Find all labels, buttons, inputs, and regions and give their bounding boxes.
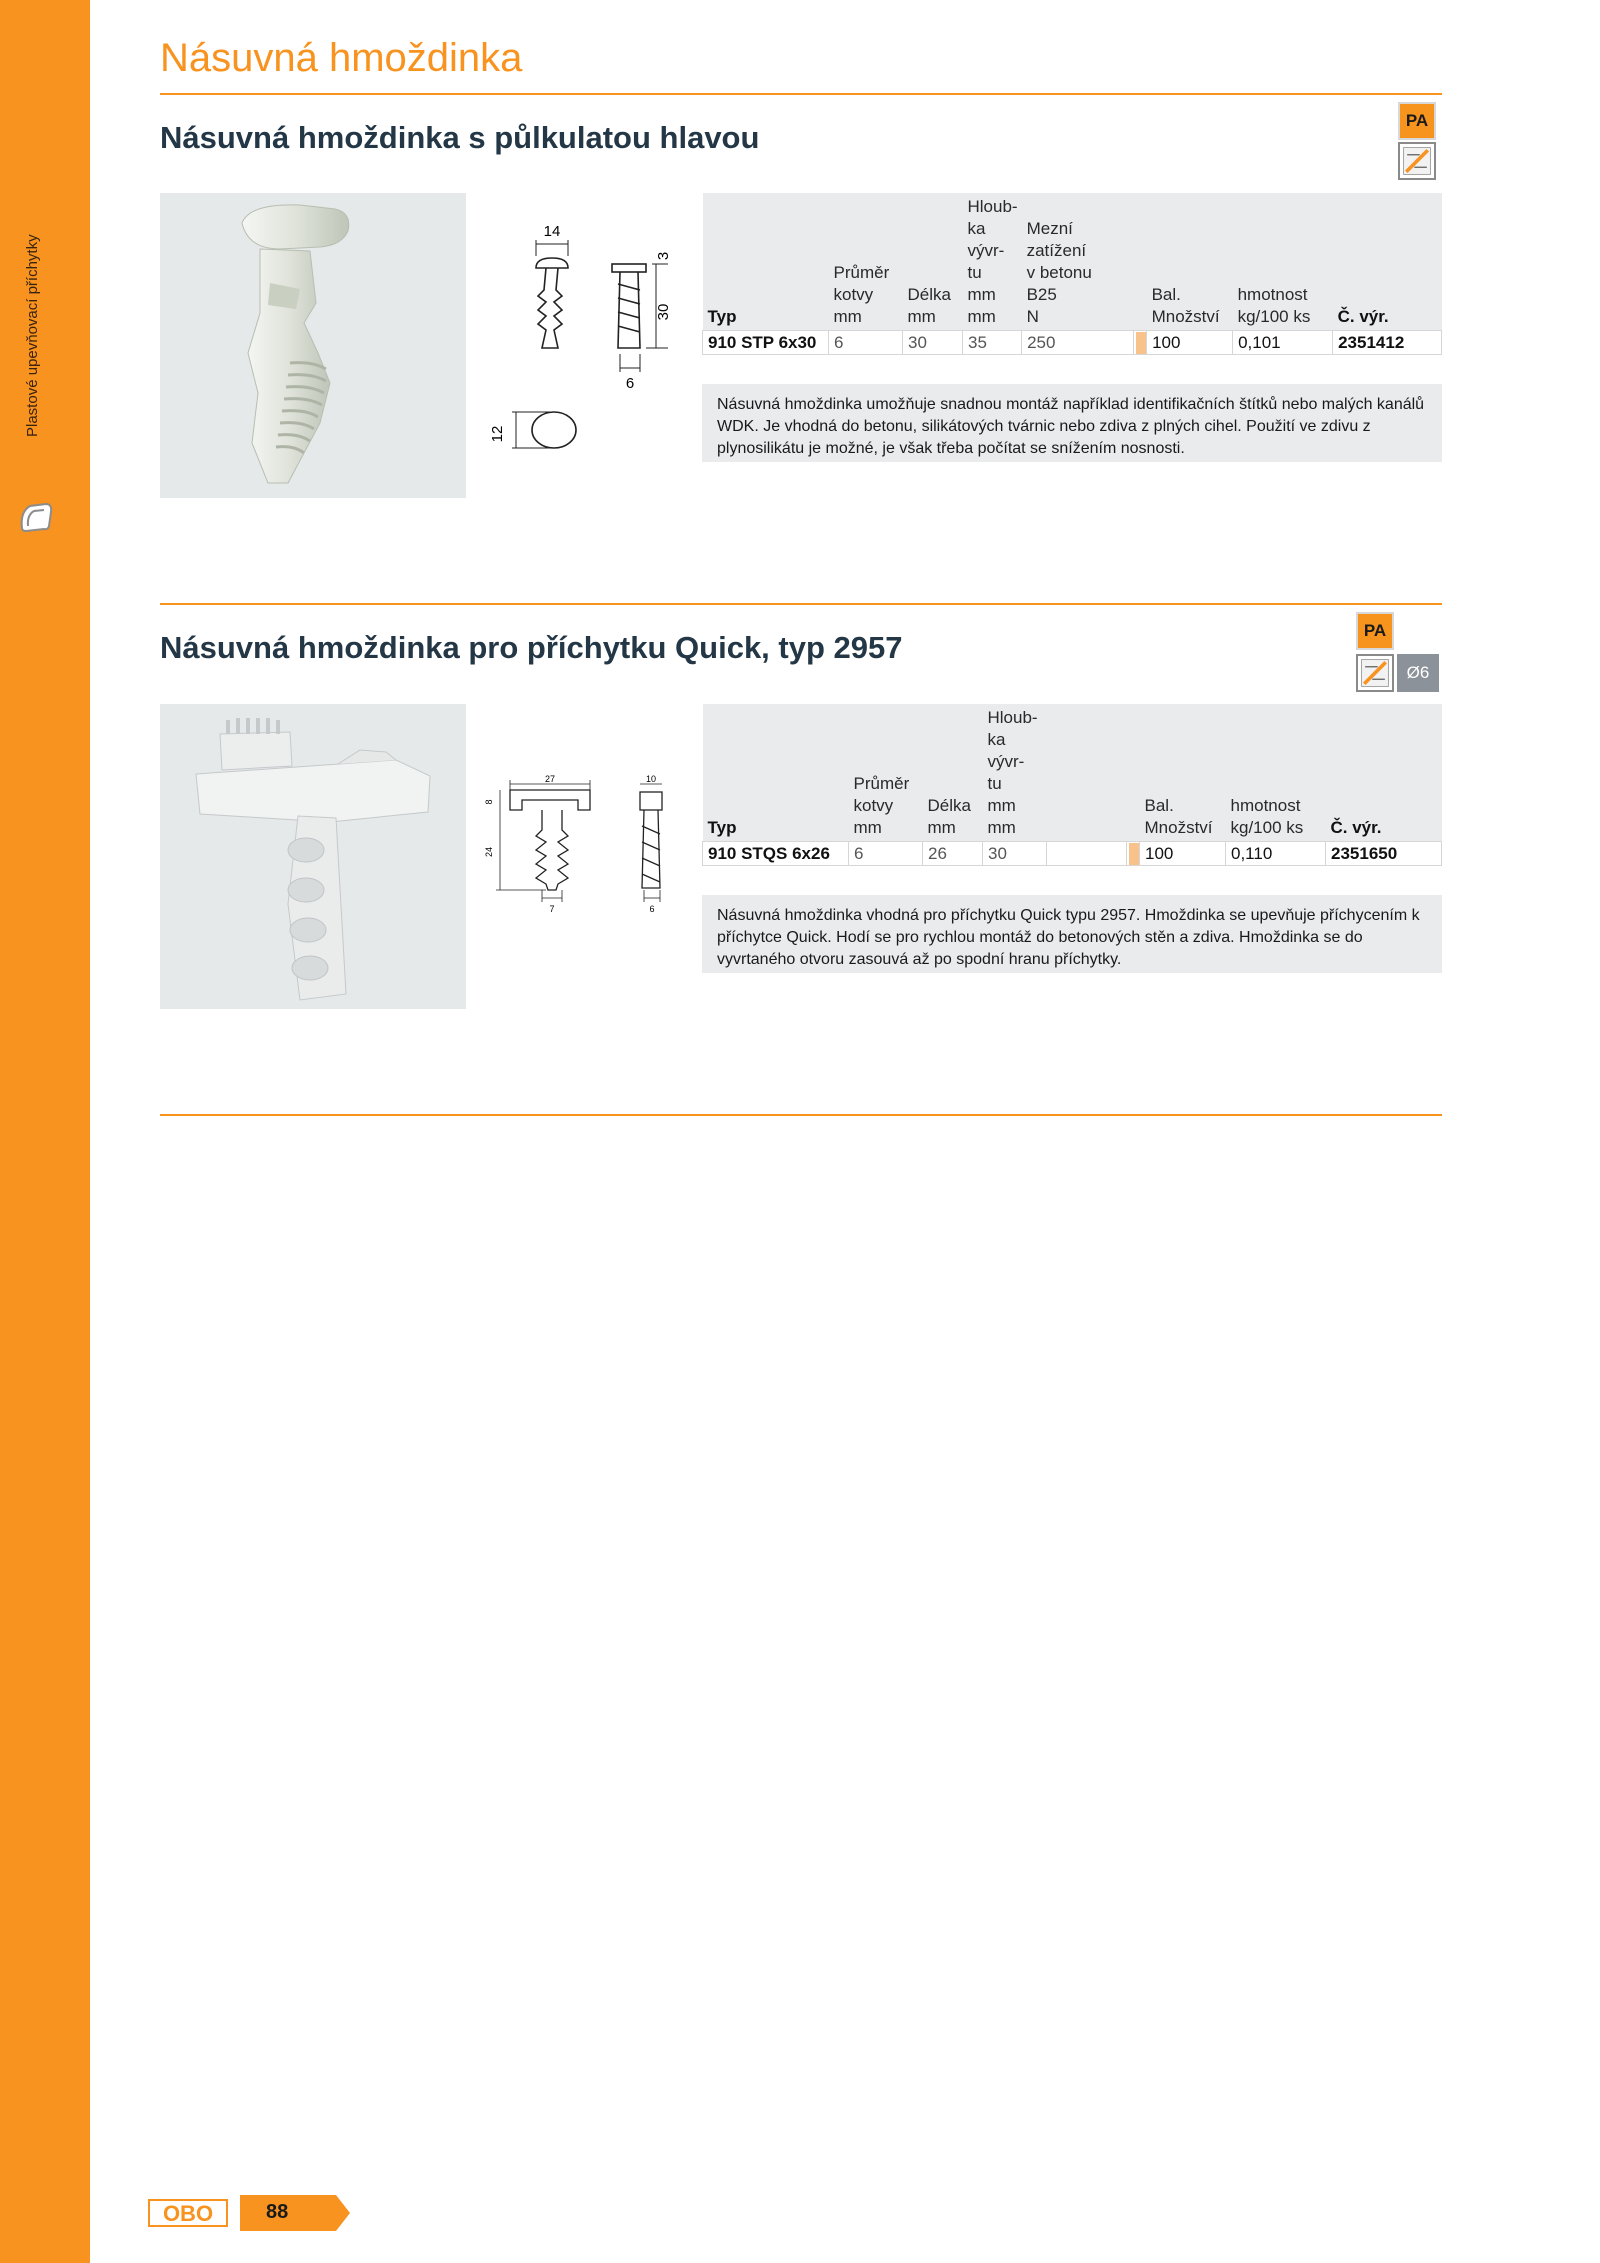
product-photo: [160, 704, 466, 1009]
section-title: Násuvná hmoždinka s půlkulatou hlavou: [160, 120, 760, 155]
col-cvyr: Č. výr.: [1333, 193, 1442, 331]
sidebar-label: Plastové upevňovací příchytky: [24, 234, 41, 437]
table-row: [703, 842, 1442, 866]
col-bal: Bal. Množství: [1140, 704, 1226, 842]
section-divider: [160, 1114, 1442, 1116]
cell-delka: 30: [903, 331, 963, 355]
col-delka: Délka mm: [903, 193, 963, 331]
cell-delka: 26: [923, 842, 983, 866]
cell-mezni: [1047, 842, 1127, 866]
page-number-tab: [240, 2193, 352, 2233]
product-photo: [160, 193, 466, 498]
col-typ: Typ: [703, 704, 849, 842]
plug-image: [160, 193, 466, 498]
dim-width: 27: [544, 774, 556, 784]
dim-top: 8: [484, 799, 494, 805]
col-cvyr: Č. výr.: [1326, 704, 1442, 842]
col-delka: Délka mm: [923, 704, 983, 842]
dim-dia: 7: [549, 904, 555, 914]
dim-side-dia: 6: [649, 904, 655, 914]
table-header-row: [703, 704, 1442, 842]
cell-cvyr: 2351412: [1333, 331, 1442, 355]
cell-prumer: 6: [829, 331, 903, 355]
col-bal: Bal. Množství: [1147, 193, 1233, 331]
section-divider: [160, 603, 1442, 605]
col-typ: Typ: [703, 193, 829, 331]
col-empty: [1047, 704, 1127, 842]
material-badge: PA: [1398, 102, 1436, 140]
title-divider: [160, 93, 1442, 95]
col-hloubka: Hloub- ka vývr- tu mm mm: [983, 704, 1047, 842]
cell-typ: 910 STP 6x30: [703, 331, 829, 355]
spec-table: [702, 193, 1442, 355]
cell-mezni: 250: [1022, 331, 1134, 355]
material-badge: PA: [1356, 612, 1394, 650]
dim-head-height: 3: [655, 251, 672, 261]
cell-hmotnost: 0,101: [1233, 331, 1333, 355]
dim-diameter: 6: [625, 375, 635, 392]
table-row: [703, 331, 1442, 355]
clip-icon: [16, 498, 56, 534]
spec-table: [702, 704, 1442, 866]
obo-logo: [148, 2196, 228, 2230]
technical-drawing: [480, 220, 680, 470]
col-prumer: Průměr kotvy mm: [829, 193, 903, 331]
certificate-icon: [1356, 654, 1394, 692]
col-mezni: Mezní zatížení v betonu B25 N: [1022, 193, 1134, 331]
cell-hmotnost: 0,110: [1226, 842, 1326, 866]
cell-bal: 100: [1147, 331, 1233, 355]
page-number: 88: [266, 2201, 289, 2223]
dim-head-size: 12: [489, 425, 506, 443]
col-hmotnost: hmotnost kg/100 ks: [1233, 193, 1333, 331]
technical-drawing: [480, 770, 680, 950]
product-description: Násuvná hmoždinka vhodná pro příchytku Quick typu 2957. Hmoždinka se upevňuje příchycením k příchytce Quick. Hodí se pro rychlou montáž do betonových stěn a zdiva. Hmoždinka se do vyvrtaného otvoru zasouvá až po spodní hranu příchytky.: [702, 895, 1442, 973]
diameter-badge: Ø6: [1397, 654, 1439, 692]
cell-hloubka: 30: [983, 842, 1047, 866]
dim-head-width: 14: [543, 223, 561, 240]
dim-length: 30: [655, 303, 672, 321]
plug-image: [160, 704, 466, 1009]
cell-typ: 910 STQS 6x26: [703, 842, 849, 866]
row-marker: [1127, 842, 1140, 866]
col-hloubka: Hloub- ka vývr- tu mm mm: [963, 193, 1022, 331]
page-title: Násuvná hmoždinka: [160, 36, 523, 80]
dim-side: 10: [645, 774, 657, 784]
col-hmotnost: hmotnost kg/100 ks: [1226, 704, 1326, 842]
cell-prumer: 6: [849, 842, 923, 866]
cell-cvyr: 2351650: [1326, 842, 1442, 866]
cell-bal: 100: [1140, 842, 1226, 866]
product-description: Násuvná hmoždinka umožňuje snadnou montáž například identifikačních štítků nebo malých kanálů WDK. Je vhodná do betonu, silikátových tvárnic nebo zdiva z plných cihel. Použití ve zdivu z plynosilikátu je možné, je však třeba počítat se snížením nosnosti.: [702, 384, 1442, 462]
certificate-icon: [1398, 142, 1436, 180]
col-prumer: Průměr kotvy mm: [849, 704, 923, 842]
row-marker: [1134, 331, 1147, 355]
cell-hloubka: 35: [963, 331, 1022, 355]
svg-text:OBO: OBO: [162, 2201, 214, 2226]
dim-length: 24: [484, 846, 494, 858]
section-title: Násuvná hmoždinka pro příchytku Quick, typ 2957: [160, 630, 903, 665]
table-header-row: [703, 193, 1442, 331]
